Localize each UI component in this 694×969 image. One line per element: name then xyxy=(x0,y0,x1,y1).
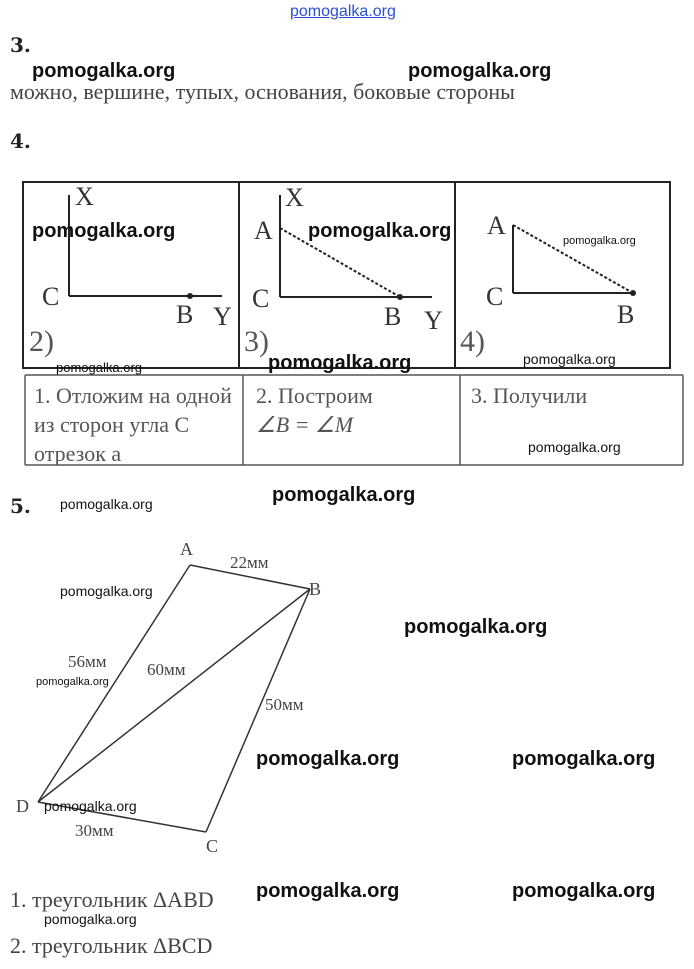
watermark: pomogalka.org xyxy=(36,676,109,688)
watermark: pomogalka.org xyxy=(308,220,452,242)
panel-1-label-y: Y xyxy=(213,302,232,331)
length-dc: 30мм xyxy=(75,821,114,840)
panel-1-step: 2) xyxy=(29,325,54,358)
panel-3-step: 4) xyxy=(460,325,485,358)
panel-2-step: 3) xyxy=(244,325,269,358)
watermark: pomogalka.org xyxy=(60,496,153,512)
panel-3-label-a: A xyxy=(487,211,506,240)
watermark: pomogalka.org xyxy=(32,220,176,242)
watermark: pomogalka.org xyxy=(512,748,656,770)
vertex-label-a: A xyxy=(180,539,193,559)
watermark: pomogalka.org xyxy=(563,235,636,247)
watermark: pomogalka.org xyxy=(56,360,142,375)
watermark: pomogalka.org xyxy=(256,880,400,902)
panel-1-label-b: B xyxy=(176,300,194,329)
panel-3-label-b: B xyxy=(617,300,635,329)
step-2-cell-line2: ∠B = ∠M xyxy=(256,412,354,437)
vertex-label-c: C xyxy=(206,836,219,856)
panel-2-label-b: B xyxy=(384,302,402,331)
task-3-text: можно, вершине, тупых, основания, боковые стороны xyxy=(10,79,515,104)
panel-2-label-y: Y xyxy=(424,306,443,335)
watermark: pomogalka.org xyxy=(512,880,656,902)
answer-2: 2. треугольник ΔBCD xyxy=(10,933,213,958)
step-2-cell-line1: 2. Построим xyxy=(256,383,373,408)
panel-3-point-b xyxy=(630,290,636,296)
panel-2-point-b xyxy=(397,294,403,300)
watermark: pomogalka.org xyxy=(404,616,548,638)
step-3-cell: 3. Получили xyxy=(471,383,588,408)
length-bd: 60мм xyxy=(147,660,186,679)
panel-1-label-c: C xyxy=(42,282,60,311)
watermark: pomogalka.org xyxy=(44,798,137,814)
panel-2-label-a: A xyxy=(254,216,273,245)
task-4-number: 4. xyxy=(10,129,31,153)
answer-1: 1. треугольник ΔABD xyxy=(10,887,214,912)
watermark: pomogalka.org xyxy=(408,60,552,82)
watermark: pomogalka.org xyxy=(32,60,176,82)
panel-3-label-c: C xyxy=(486,282,504,311)
construction-panels xyxy=(23,182,670,368)
watermark: pomogalka.org xyxy=(256,748,400,770)
panel-1-point-b xyxy=(187,293,193,299)
length-ab: 22мм xyxy=(230,553,269,572)
length-ad: 56мм xyxy=(68,652,107,671)
vertex-label-d: D xyxy=(16,796,29,816)
panel-2-label-c: C xyxy=(252,284,270,313)
vertex-label-b: B xyxy=(309,579,322,599)
task-5-number: 5. xyxy=(10,494,31,518)
watermark: pomogalka.org xyxy=(528,439,621,455)
watermark: pomogalka.org xyxy=(268,352,412,374)
watermark: pomogalka.org xyxy=(272,484,416,506)
length-bc: 50мм xyxy=(265,695,304,714)
panel-1-label-x: X xyxy=(75,182,94,211)
site-link[interactable]: pomogalka.org xyxy=(290,3,396,20)
watermark: pomogalka.org xyxy=(523,351,616,367)
panel-2-label-x: X xyxy=(285,183,304,212)
watermark: pomogalka.org xyxy=(60,583,153,599)
step-1-cell: 1. Отложим на одной из сторон угла С отрезок а xyxy=(34,383,232,466)
watermark: pomogalka.org xyxy=(44,911,137,927)
task-3-number: 3. xyxy=(10,33,31,57)
